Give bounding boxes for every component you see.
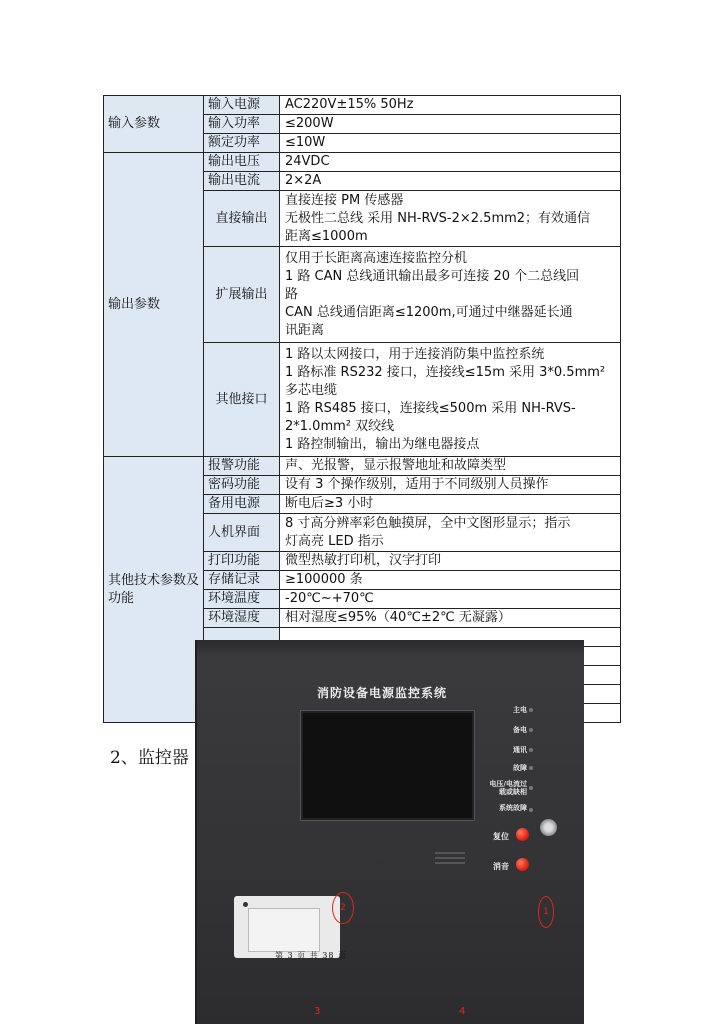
envh-value: 相对湿度≤95%（40℃±2℃ 无凝露） <box>280 609 621 628</box>
out-volt-label: 输出电压 <box>204 153 280 172</box>
alarm-value: 声、光报警，显示报警地址和故障类型 <box>280 457 621 476</box>
hmi-line-2: 灯高亮 LED 指示 <box>285 533 384 549</box>
ext-line-3: 路 <box>285 286 299 302</box>
iface-value <box>280 343 621 457</box>
key-switch-icon[interactable] <box>540 819 557 836</box>
hmi-line-1: 8 寸高分辨率彩色触摸屏，全中文图形显示；指示 <box>285 515 571 531</box>
pwd-value: 设有 3 个操作级别，适用于不同级别人员操作 <box>280 476 621 495</box>
ext-label: 扩展输出 <box>204 247 280 343</box>
marker-1: 1 <box>538 896 554 928</box>
indicator-main-power: 主电 <box>513 706 527 714</box>
ext-value <box>280 247 621 343</box>
marker-2: 2 <box>332 892 354 924</box>
out-cur-label: 输出电流 <box>204 172 280 191</box>
iface-line-2: 1 路标准 RS232 接口，连接线≤15m 采用 3*0.5mm² <box>285 364 606 380</box>
page-footer: 第 3 页 共 38 页 <box>275 951 347 960</box>
in-power-label: 输入电源 <box>204 96 280 115</box>
in-watt-label: 输入功率 <box>204 115 280 134</box>
in-watt-value: ≤200W <box>280 115 621 134</box>
spec-table <box>103 95 621 723</box>
indicator-fault: 故障 <box>513 764 527 772</box>
direct-label: 直接输出 <box>204 191 280 247</box>
input-category: 输入参数 <box>104 96 204 153</box>
device-photo <box>195 640 584 1024</box>
thermal-printer <box>234 896 340 958</box>
reset-button[interactable] <box>516 828 529 841</box>
print-value: 微型热敏打印机，汉字打印 <box>280 552 621 571</box>
iface-line-5: 2*1.0mm² 双绞线 <box>285 418 395 434</box>
hmi-value <box>280 514 621 552</box>
section-heading: 2、监控器 <box>110 748 189 768</box>
marker-3: 3 <box>314 1006 321 1017</box>
alarm-label: 报警功能 <box>204 457 280 476</box>
direct-value <box>280 191 621 247</box>
printer-dot-icon <box>243 902 248 907</box>
led-backup-power <box>529 728 533 732</box>
printer-paper-slot <box>248 908 320 952</box>
other-category: 其他技术参数及功能 <box>104 457 204 723</box>
backup-value: 断电后≥3 小时 <box>280 495 621 514</box>
reset-label: 复位 <box>493 832 509 841</box>
out-cur-value: 2×2A <box>280 172 621 191</box>
iface-line-1: 1 路以太网接口，用于连接消防集中监控系统 <box>285 346 545 362</box>
envh-label: 环境湿度 <box>204 609 280 628</box>
ext-line-1: 仅用于长距离高速连接监控分机 <box>285 250 468 266</box>
device-title: 消防设备电源监控系统 <box>317 686 448 700</box>
direct-line-3: 距离≤1000m <box>285 228 368 244</box>
speaker-vent <box>435 852 465 866</box>
rated-label: 额定功率 <box>204 134 280 153</box>
indicator-backup-power: 备电 <box>513 726 527 734</box>
in-power-value: AC220V±15% 50Hz <box>280 96 621 115</box>
direct-line-1: 直接连接 PM 传感器 <box>285 192 404 208</box>
iface-label: 其他接口 <box>204 343 280 457</box>
device-screen <box>300 710 475 821</box>
silence-button[interactable] <box>516 858 529 871</box>
print-label: 打印功能 <box>204 552 280 571</box>
marker-4: 4 <box>459 1006 466 1017</box>
ext-line-5: 讯距离 <box>285 322 325 338</box>
rated-value: ≤10W <box>280 134 621 153</box>
device-top-edge <box>197 640 584 656</box>
store-value: ≥100000 条 <box>280 571 621 590</box>
led-fault <box>529 766 533 770</box>
hmi-label: 人机界面 <box>204 514 280 552</box>
pwd-label: 密码功能 <box>204 476 280 495</box>
output-category: 输出参数 <box>104 153 204 457</box>
led-main-power <box>529 708 533 712</box>
indicator-comm: 通讯 <box>513 746 527 754</box>
led-system-fault <box>529 808 533 812</box>
iface-line-3: 多芯电缆 <box>285 382 338 398</box>
ext-line-4: CAN 总线通信距离≤1200m,可通过中继器延长通 <box>285 304 573 320</box>
indicator-overload: 电压/电流过载或缺相 <box>489 780 527 796</box>
out-volt-value: 24VDC <box>280 153 621 172</box>
led-overload <box>529 786 533 790</box>
ext-line-2: 1 路 CAN 总线通讯输出最多可连接 20 个二总线回 <box>285 268 580 284</box>
envt-label: 环境温度 <box>204 590 280 609</box>
iface-line-6: 1 路控制输出，输出为继电器接点 <box>285 436 480 452</box>
iface-line-4: 1 路 RS485 接口，连接线≤500m 采用 NH-RVS- <box>285 400 576 416</box>
led-comm <box>529 748 533 752</box>
envt-value: -20℃~+70℃ <box>280 590 621 609</box>
backup-label: 备用电源 <box>204 495 280 514</box>
store-label: 存储记录 <box>204 571 280 590</box>
silence-label: 消音 <box>493 862 509 871</box>
direct-line-2: 无极性二总线 采用 NH-RVS-2×2.5mm2；有效通信 <box>285 210 591 226</box>
indicator-system-fault: 系统故障 <box>499 804 527 812</box>
